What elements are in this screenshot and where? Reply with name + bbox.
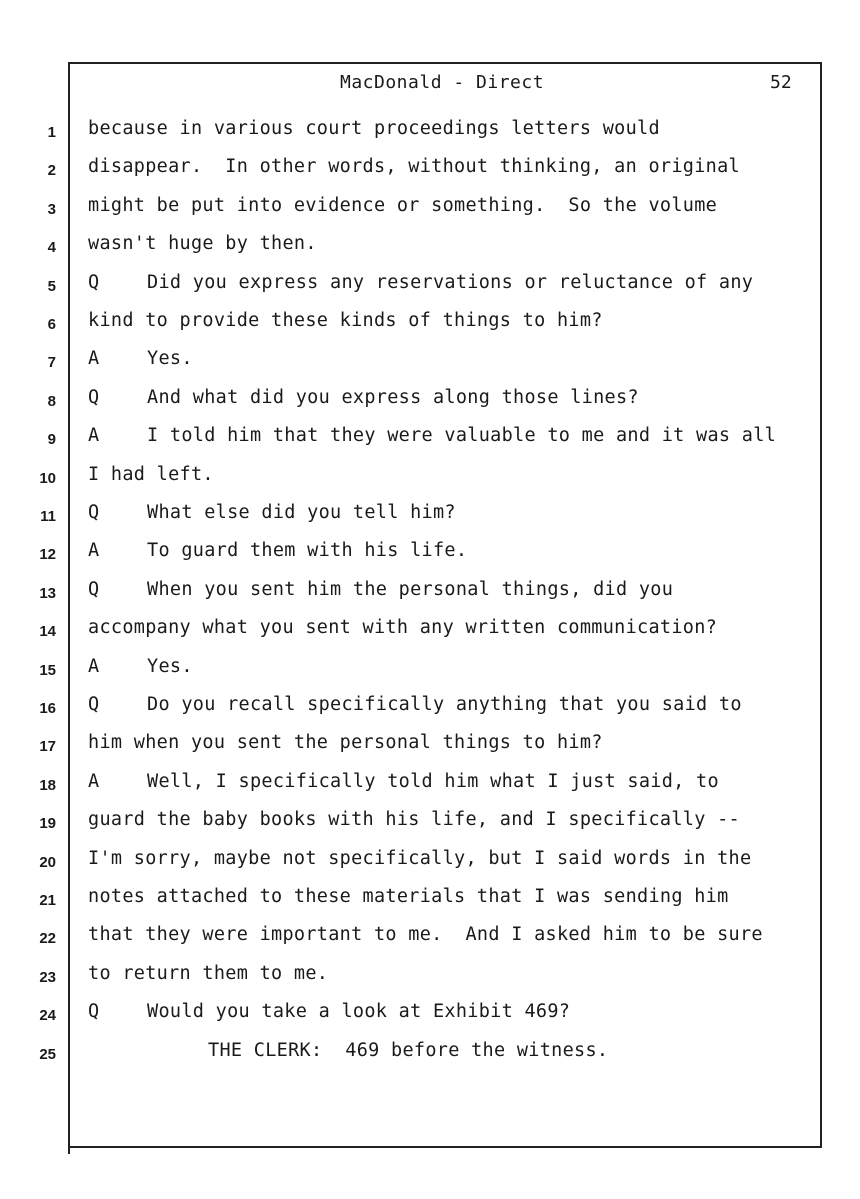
transcript-line xyxy=(0,502,860,540)
line-number: 24 xyxy=(39,1007,56,1025)
line-text: kind to provide these kinds of things to him? xyxy=(88,310,603,331)
line-text: because in various court proceedings letters would xyxy=(88,118,660,139)
answer-marker: A xyxy=(88,770,100,792)
transcript-line xyxy=(0,233,860,271)
line-number: 6 xyxy=(47,316,56,333)
transcript-line xyxy=(0,771,860,809)
transcript-line xyxy=(0,924,860,962)
transcript-line xyxy=(0,694,860,732)
line-text: Yes. xyxy=(147,655,193,677)
line-text: Do you recall specifically anything that you said to xyxy=(147,694,742,715)
line-number: 10 xyxy=(39,469,56,487)
transcript-line xyxy=(0,1040,860,1078)
line-text: I'm sorry, maybe not specifically, but I said words in the xyxy=(88,847,752,869)
question-marker: Q xyxy=(88,502,100,523)
frame-top-border xyxy=(68,62,822,64)
line-number: 21 xyxy=(39,892,56,909)
line-number: 17 xyxy=(39,738,56,756)
line-text: I told him that they were valuable to me and it was all xyxy=(147,425,777,447)
transcript-line xyxy=(0,348,860,386)
line-number: 15 xyxy=(39,661,56,679)
line-text: To guard them with his life. xyxy=(147,540,468,562)
line-text: And what did you express along those lines? xyxy=(147,386,639,408)
line-text: disappear. In other words, without thinking, an original xyxy=(88,156,740,178)
line-number: 7 xyxy=(47,354,56,372)
line-number: 3 xyxy=(47,200,56,218)
line-number: 13 xyxy=(39,584,56,602)
question-marker: Q xyxy=(88,386,100,408)
transcript-line xyxy=(0,579,860,617)
transcript-line xyxy=(0,195,860,233)
transcript-line xyxy=(0,310,860,348)
frame-bottom-border xyxy=(68,1146,822,1148)
answer-marker: A xyxy=(88,540,100,562)
clerk-statement: THE CLERK: 469 before the witness. xyxy=(208,1039,609,1061)
line-text: Yes. xyxy=(147,348,193,370)
answer-marker: A xyxy=(88,425,100,447)
question-marker: Q xyxy=(88,578,100,600)
line-number: 22 xyxy=(39,930,56,948)
line-number: 9 xyxy=(47,431,56,449)
transcript-line xyxy=(0,387,860,425)
transcript-line xyxy=(0,156,860,194)
transcript-line xyxy=(0,617,860,655)
transcript-line xyxy=(0,425,860,463)
page-number: 52 xyxy=(770,72,792,93)
line-number: 25 xyxy=(39,1045,56,1063)
question-marker: Q xyxy=(88,1001,100,1023)
line-number: 12 xyxy=(39,546,56,564)
line-text: wasn't huge by then. xyxy=(88,233,317,255)
line-number: 5 xyxy=(47,277,56,295)
page-header xyxy=(0,72,860,102)
line-number: 8 xyxy=(47,392,56,410)
transcript-line xyxy=(0,656,860,694)
header-title: MacDonald - Direct xyxy=(340,72,545,93)
line-text: When you sent him the personal things, did you xyxy=(147,578,674,600)
transcript-line xyxy=(0,732,860,770)
line-text: Would you take a look at Exhibit 469? xyxy=(147,1001,571,1023)
line-text: that they were important to me. And I asked him to be sure xyxy=(88,924,763,946)
line-text: might be put into evidence or something. So the volume xyxy=(88,194,718,216)
line-number: 19 xyxy=(39,815,56,833)
transcript-line xyxy=(0,848,860,886)
line-number: 1 xyxy=(47,124,56,141)
line-number: 11 xyxy=(40,508,56,525)
line-text: I had left. xyxy=(88,463,214,485)
line-text: guard the baby books with his life, and I specifically -- xyxy=(88,809,740,831)
line-number: 20 xyxy=(39,853,56,871)
transcript-line xyxy=(0,464,860,502)
line-text: What else did you tell him? xyxy=(147,502,456,523)
line-text: notes attached to these materials that I was sending him xyxy=(88,886,729,907)
line-text: Well, I specifically told him what I just said, to xyxy=(147,770,719,792)
transcript-line xyxy=(0,809,860,847)
transcript-line xyxy=(0,886,860,924)
transcript-line xyxy=(0,540,860,578)
answer-marker: A xyxy=(88,655,100,677)
line-number: 23 xyxy=(39,968,56,986)
line-number: 18 xyxy=(39,776,56,794)
line-text: accompany what you sent with any written communication? xyxy=(88,617,718,639)
question-marker: Q xyxy=(88,271,100,293)
line-text: him when you sent the personal things to him? xyxy=(88,732,603,754)
line-number: 14 xyxy=(39,623,56,641)
transcript-line xyxy=(0,963,860,1001)
transcript-line xyxy=(0,1001,860,1039)
line-number: 2 xyxy=(47,162,56,180)
question-marker: Q xyxy=(88,694,100,715)
line-text: Did you express any reservations or reluctance of any xyxy=(147,271,754,293)
transcript-line xyxy=(0,272,860,310)
transcript-line xyxy=(0,118,860,156)
line-text: to return them to me. xyxy=(88,962,329,984)
answer-marker: A xyxy=(88,348,100,370)
line-number: 16 xyxy=(39,700,56,717)
line-number: 4 xyxy=(47,239,56,257)
